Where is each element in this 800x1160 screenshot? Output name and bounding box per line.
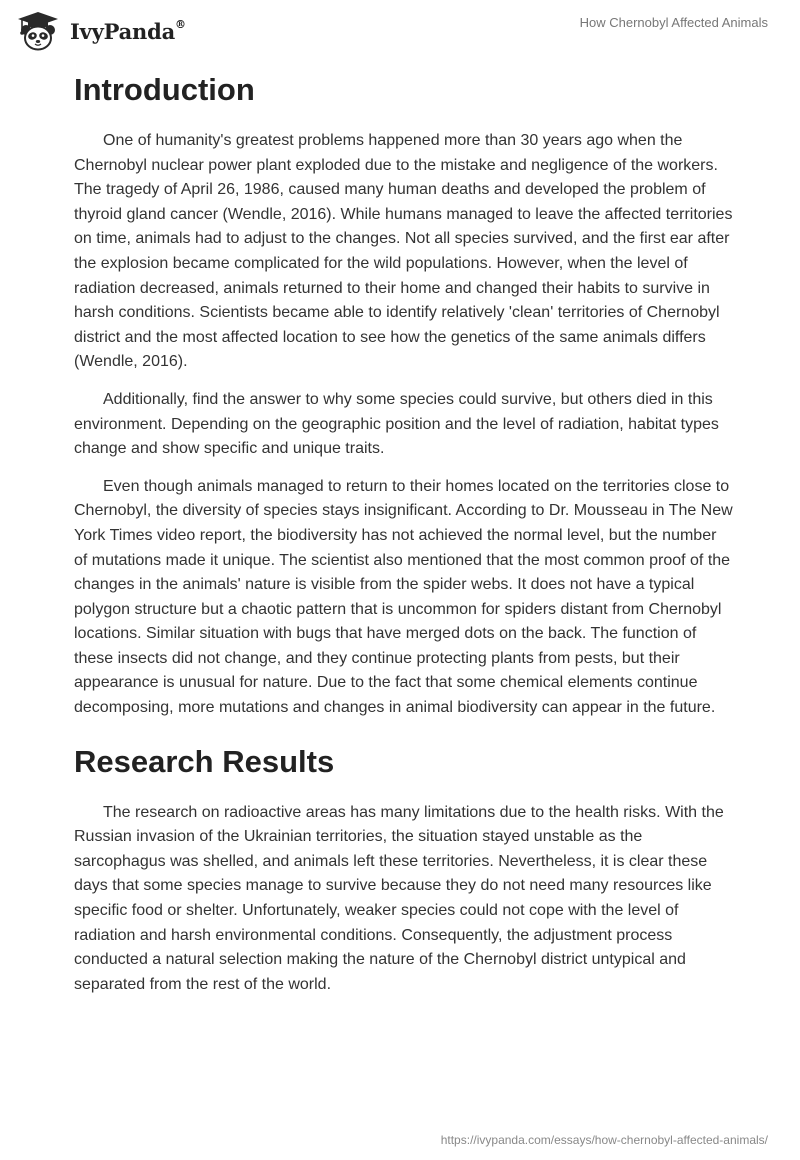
brand-name: IvyPanda® [70, 17, 186, 44]
paragraph: Even though animals managed to return to their homes located on the territories close to Chernobyl, the diversity of species stays insignificant. According to Dr. Mousseau in The New York Times video report, the biodiversity has not achieved the normal level, but the number of mutations made it unique. The scientist also mentioned that the most common proof of the changes in the animals' nature is visible from the spider webs. It does not have a typical polygon structure but a chaotic pattern that is uncommon for spiders distant from Chernobyl locations. Similar situation with bugs that have merged dots on the back. The function of these insects did not change, and they continue protecting plants from pests, but their appearance is unusual for nature. Due to the fact that some chemical elements continue decomposing, more mutations and changes in animal biodiversity can appear in the future. [74, 477, 733, 717]
source-url[interactable]: https://ivypanda.com/essays/how-chernobyl-affected-animals/ [440, 1133, 768, 1147]
paragraph: One of humanity's greatest problems happened more than 30 years ago when the Chernobyl nuclear power plant exploded due to the mistake and negligence of the workers. The tragedy of April 26, 1986, caused many human deaths and developed the problem of thyroid gland cancer (Wendle, 2016). While humans managed to leave the affected territories on time, animals had to adjust to the changes. Not all species survived, and the first ear after the explosion became complicated for the wild populations. However, when the level of radiation decreased, animals returned to their home and changed their habits to survive in harsh conditions. Scientists became able to identify relatively 'clean' territories of Chernobyl district and the most affected location to see how the genetics of the same animals differs (Wendle, 2016). [74, 132, 733, 371]
heading-introduction: Introduction [74, 72, 255, 107]
essay-content [74, 70, 734, 1010]
ivypanda-logo[interactable] [14, 10, 186, 52]
document-title: How Chernobyl Affected Animals [579, 15, 768, 30]
heading-research-results: Research Results [74, 743, 335, 779]
page-header [0, 0, 800, 60]
panda-graduate-icon [14, 10, 66, 52]
paragraph: Additionally, find the answer to why some species could survive, but others died in this environment. Depending on the geographic position and the level of radiation, habitat types change and show specific and unique traits. [74, 390, 719, 458]
paragraph: The research on radioactive areas has many limitations due to the health risks. With the Russian invasion of the Ukrainian territories, the situation stayed unstable as the sarcophagus was shelled, and animals left these territories. Nevertheless, it is clear these days that some species manage to survive because they do not need many resources like specific food or shelter. Unfortunately, weaker species could not cope with the level of radiation and harsh environmental conditions. Consequently, the adjustment process conducted a natural selection making the nature of the Chernobyl district untypical and separated from the rest of the world. [74, 803, 724, 993]
